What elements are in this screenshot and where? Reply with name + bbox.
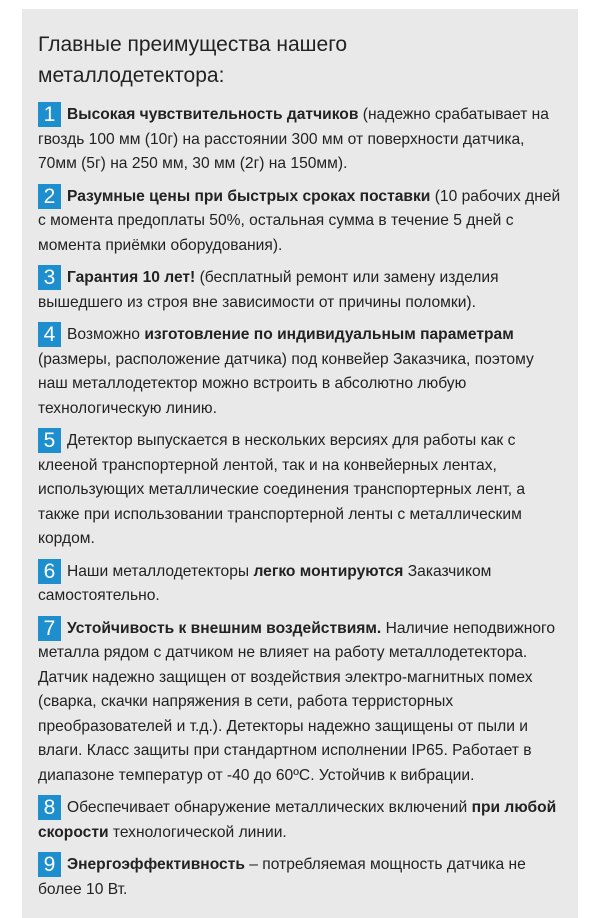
number-badge: 4	[38, 322, 61, 347]
number-badge: 3	[38, 265, 61, 290]
advantage-item-9	[38, 853, 564, 902]
number-badge: 8	[38, 795, 61, 820]
number-badge: 1	[38, 102, 61, 127]
highlight-text: Гарантия 10 лет!	[67, 269, 196, 286]
highlight-text: Высокая чувствительность датчиков	[67, 106, 359, 123]
number-badge: 2	[38, 184, 61, 209]
number-badge: 7	[38, 616, 61, 641]
advantage-item-4	[38, 323, 564, 421]
body-text: Наличие неподвижного металла рядом с датчиком не влияет на работу металлодетектора. Датчик надежно защищен от воздействия электро-магнитных помех (сварка, скачки напряжения в сети, работа терристорных преобразователей и т.д.). Детекторы надежно защищены от пыли и влаги. Класс защиты при стандартном исполнении IP65. Работает в диапазоне температур от -40 до 60ºС. Устойчив к вибрации.	[38, 619, 556, 784]
advantage-item-2	[38, 185, 564, 259]
advantage-item-5	[38, 429, 564, 552]
number-badge: 5	[38, 428, 61, 453]
advantages-heading: Главные преимущества нашего металлодетектора:	[38, 33, 348, 87]
highlight-text: изготовление по индивидуальным параметрам	[144, 326, 514, 343]
body-text: Возможно	[67, 326, 145, 343]
body-text: (надежно срабатывает на гвоздь 100 мм (10г) на расстоянии 300 мм от поверхности датчика, 70мм (5г) на 250 мм, 30 мм (2г) на 150мм).	[38, 106, 549, 172]
body-text: Обеспечивает обнаружение металлических включений	[67, 799, 472, 816]
number-badge: 9	[38, 852, 61, 877]
advantage-item-6	[38, 560, 564, 609]
highlight-text: Энергоэффективность	[67, 856, 245, 873]
highlight-text: Устойчивость к внешним воздействиям.	[67, 619, 382, 637]
body-text: (10 рабочих дней с момента предоплаты 50%, остальная сумма в течение 5 дней с момента приёмки оборудования).	[38, 187, 561, 254]
number-badge: 6	[38, 559, 61, 584]
advantages-panel	[22, 9, 578, 918]
body-text: Наши металлодетекторы	[67, 562, 254, 580]
body-text: Заказчиком самостоятельно.	[38, 562, 492, 604]
body-text: (размеры, расположение датчика) под конвейер Заказчика, поэтому наш металлодетектор можно встроить в абсолютно любую технологическую линию.	[38, 350, 534, 417]
advantage-item-1	[38, 103, 564, 177]
body-text: Детектор выпускается в нескольких версиях для работы как с клееной транспортерной лентой, так и на конвейерных лентах, использующих металлические соединения транспортерных лент, а также при использовании транспортерной ленты с металлическим кордом.	[38, 432, 526, 547]
advantage-item-3	[38, 266, 564, 315]
advantages-list	[38, 103, 564, 902]
highlight-text: при любой скорости	[38, 799, 557, 841]
advantage-item-8	[38, 796, 564, 845]
highlight-text: Разумные цены при быстрых сроках поставки	[67, 187, 431, 205]
body-text: – потребляемая мощность датчика не более 10 Вт.	[38, 856, 526, 898]
highlight-text: легко монтируются	[253, 562, 404, 580]
body-text: технологической линии.	[108, 823, 287, 841]
advantage-item-7	[38, 617, 564, 789]
body-text: (бесплатный ремонт или замену изделия вышедшего из строя вне зависимости от причины поломки).	[38, 269, 499, 311]
